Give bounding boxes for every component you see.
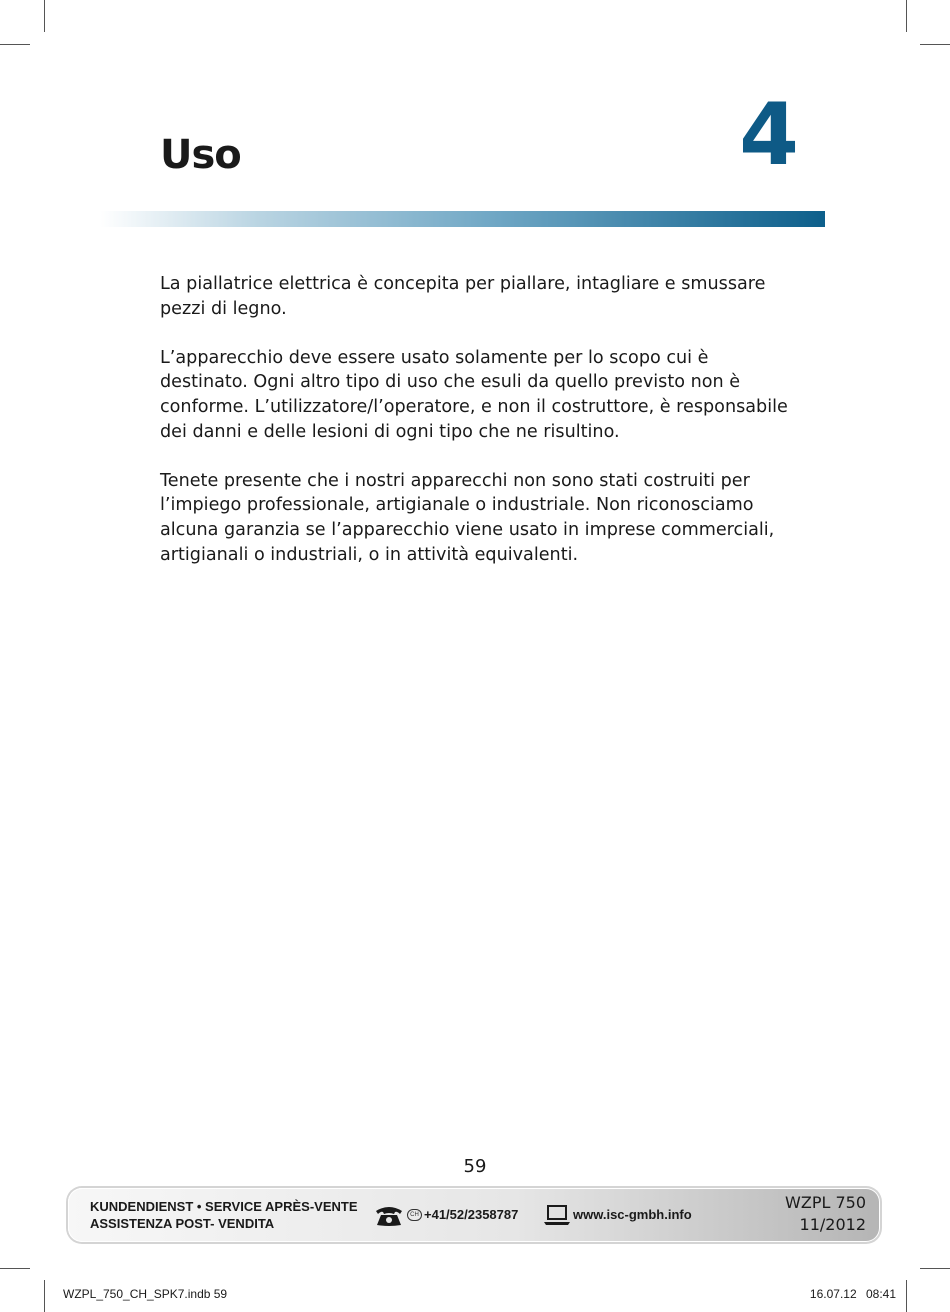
crop-mark xyxy=(0,1268,30,1269)
laptop-icon xyxy=(543,1203,571,1227)
country-badge: CH xyxy=(407,1209,422,1221)
page-number: 59 xyxy=(463,1156,487,1177)
paragraph: L’apparecchio deve essere usato solamente per lo scopo cui è destinato. Ogni altro tipo di uso che esuli da quello previsto non è conforme. L’utilizzatore/l’operatore, e non il costruttore, è responsabile dei danni e delle lesioni di ogni tipo che ne risultino. xyxy=(160,347,788,442)
website-link[interactable]: www.isc-gmbh.info xyxy=(573,1207,692,1222)
print-slug-timestamp: 16.07.12 08:41 xyxy=(809,1287,896,1301)
model-name: WZPL 750 xyxy=(785,1193,866,1212)
body-text xyxy=(160,272,790,592)
telephone-icon xyxy=(374,1203,404,1227)
service-line-1: KUNDENDIENST • SERVICE APRÈS-VENTE xyxy=(90,1199,358,1214)
service-line-2: ASSISTENZA POST- VENDITA xyxy=(90,1216,275,1231)
crop-mark xyxy=(920,1268,950,1269)
header-gradient-rule xyxy=(100,211,825,227)
model-info xyxy=(785,1192,866,1236)
crop-mark xyxy=(0,44,30,45)
chapter-number: 4 xyxy=(739,85,796,185)
print-slug-file: WZPL_750_CH_SPK7.indb 59 xyxy=(63,1287,228,1301)
crop-mark xyxy=(44,1280,45,1312)
crop-mark xyxy=(906,1280,907,1312)
paragraph: Tenete presente che i nostri apparecchi non sono stati costruiti per l’impiego professionale, artigianale o industriale. Non riconosciamo alcuna garanzia se l’apparecchio viene usato in imprese commerciali, artigianali o industriali, o in attività equivalenti. xyxy=(160,470,775,565)
edition-date: 11/2012 xyxy=(799,1215,866,1234)
phone-number: +41/52/2358787 xyxy=(424,1207,519,1222)
service-label xyxy=(90,1198,357,1232)
crop-mark xyxy=(920,44,950,45)
crop-mark xyxy=(44,0,45,32)
paragraph: La piallatrice elettrica è concepita per piallare, intagliare e smussare pezzi di legno. xyxy=(160,274,766,319)
crop-mark xyxy=(906,0,907,32)
page-title: Uso xyxy=(160,132,241,178)
service-bar xyxy=(68,1188,880,1242)
